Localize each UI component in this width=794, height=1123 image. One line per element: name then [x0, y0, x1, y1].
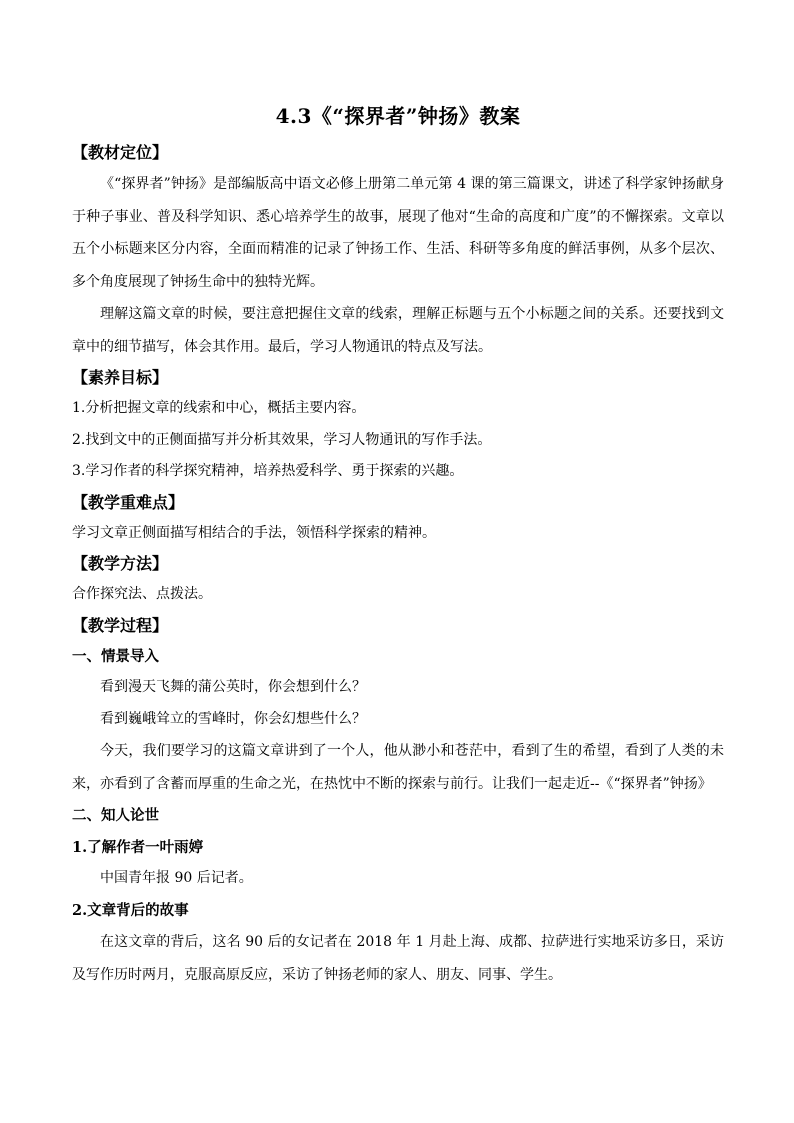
- paragraph: 中国青年报 90 后记者。: [100, 870, 253, 886]
- list-item: 3.学习作者的科学探究精神，培养热爱科学、勇于探索的兴趣。: [72, 463, 464, 479]
- subheading-author: 1.了解作者一叶雨婷: [72, 838, 204, 856]
- list-item: 2.找到文中的正侧面描写并分析其效果，学习人物通讯的写作手法。: [72, 431, 492, 448]
- section-positioning: [72, 138, 724, 363]
- section-process: [72, 611, 724, 992]
- section-methods: [72, 549, 724, 611]
- section-goals: [72, 363, 724, 488]
- section-heading-key-points: 【教学重难点】: [72, 492, 185, 512]
- document-page: [72, 98, 724, 991]
- part-heading-intro: 一、情景导入: [72, 647, 159, 665]
- list-item: 1.分析把握文章的线索和中心，概括主要内容。: [72, 400, 366, 416]
- question-text: 看到巍峨耸立的雪峰时，你会幻想些什么？: [100, 710, 366, 727]
- paragraph: 合作探究法、点拨法。: [72, 586, 212, 602]
- paragraph: 理解这篇文章的时候，要注意把握住文章的线索，理解正标题与五个小标题之间的关系。还要找到文章中的细节描写，体会其作用。最后，学习人物通讯的特点及写法。: [72, 306, 724, 355]
- paragraph: 在这文章的背后，这名 90 后的女记者在 2018 年 1 月赴上海、成都、拉萨进行实地采访多日，采访及写作历时两月，克服高原反应，采访了钟扬老师的家人、朋友、同事、学生。: [72, 934, 724, 983]
- question-text: 看到漫天飞舞的蒲公英时，你会想到什么？: [100, 679, 366, 695]
- section-key-points: [72, 488, 724, 550]
- paragraph: 今天，我们要学习的这篇文章讲到了一个人，他从渺小和苍茫中，看到了生的希望，看到了人类的未来，亦看到了含蓄而厚重的生命之光，在热忱中不断的探索与前行。让我们一起走近--《“探界者”钟扬》: [72, 743, 724, 792]
- paragraph: 《“探界者”钟扬》是部编版高中语文必修上册第二单元第 4 课的第三篇课文，讲述了科学家钟扬献身于种子事业、普及科学知识、悉心培养学生的故事，展现了他对“生命的高度和广度”的不懈探索。文章以五个小标题来区分内容，全面而精准的记录了钟扬工作、生活、科研等多角度的鲜活事例，从多个层次、多个角度展现了钟扬生命中的独特光辉。: [72, 176, 724, 290]
- subheading-story: 2.文章背后的故事: [72, 901, 189, 919]
- section-heading-methods: 【教学方法】: [72, 554, 169, 573]
- paragraph: 学习文章正侧面描写相结合的手法，领悟科学探索的精神。: [72, 524, 436, 541]
- section-heading-goals: 【素养目标】: [72, 368, 169, 387]
- section-heading-positioning: 【教材定位】: [72, 143, 169, 162]
- page-title: 4.3《“探界者”钟扬》教案: [275, 104, 521, 128]
- part-heading-background: 二、知人论世: [72, 807, 159, 824]
- section-heading-process: 【教学过程】: [72, 615, 169, 635]
